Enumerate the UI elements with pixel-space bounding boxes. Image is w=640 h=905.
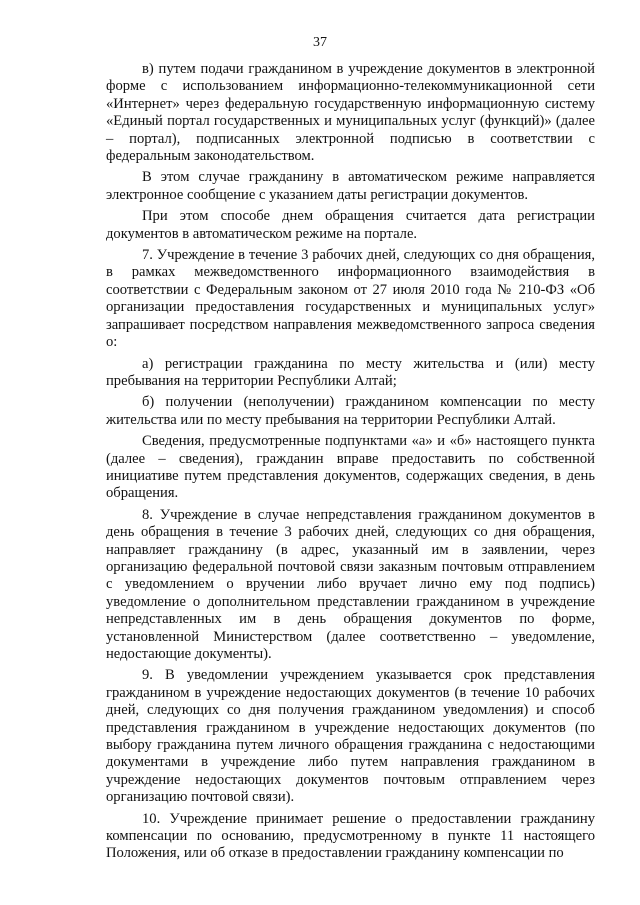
paragraph-subitem-b: б) получении (неполучении) гражданином компенсации по месту жительства или по месту пребывания на территории Республики Алтай. [106,394,595,428]
paragraph-item-7: 7. Учреждение в течение 3 рабочих дней, следующих со дня обращения, в рамках межведомственного информационного взаимодействия в соответствии с Федеральным законом от 27 июля 2010 года № 210-ФЗ «Об организации предоставления государственных и муниципальных услуг» запрашивает посредством направления межведомственного запроса сведения о: [106,247,595,351]
document-body [106,61,595,867]
paragraph-portal-submission: в) путем подачи гражданином в учреждение документов в электронной форме с использованием информационно-телекоммуникационной сети «Интернет» через федеральную государственную информационную систему «Единый портал государственных и муниципальных услуг (функций)» (далее – портал), подписанных электронной подписью в соответствии с федеральным законодательством. [106,61,595,165]
paragraph-application-date: При этом способе днем обращения считается дата регистрации документов в автоматическом режиме на портале. [106,208,595,242]
paragraph-item-8: 8. Учреждение в случае непредставления гражданином документов в день обращения в течение 3 рабочих дней, следующих со дня обращения, направляет гражданину (в адрес, указанный им в заявлении, через организацию федеральной почтовой связи заказным почтовым отправлением с уведомлением о вручении либо вручает лично ему под подпись) уведомление о дополнительном представлении гражданином в учреждение непредставленных им в день обращения документов по форме, установленной Министерством (далее соответственно – уведомление, недостающие документы). [106,506,595,662]
paragraph-electronic-notice: В этом случае гражданину в автоматическом режиме направляется электронное сообщение с указанием даты регистрации документов. [106,169,595,203]
paragraph-item-10: 10. Учреждение принимает решение о предоставлении гражданину компенсации по основанию, предусмотренному в пункте 11 настоящего Положения, или об отказе в предоставлении гражданину компенсации по [106,810,595,862]
page-number: 37 [313,35,327,50]
paragraph-subitem-a: а) регистрации гражданина по месту жительства и (или) месту пребывания на территории Республики Алтай; [106,355,595,389]
paragraph-item-9: 9. В уведомлении учреждением указывается срок представления гражданином в учреждение недостающих документов (в течение 10 рабочих дней, следующих со дня получения гражданином уведомления) и способ представления гражданином в учреждение недостающих документов (по выбору гражданина путем личного обращения гражданина с недостающими документами в учреждение либо путем направления гражданином в учреждение недостающих документов почтовым отправлением через организацию почтовой связи). [106,667,595,806]
paragraph-information: Сведения, предусмотренные подпунктами «а» и «б» настоящего пункта (далее – сведения), гражданин вправе предоставить по собственной инициативе путем представления документов, содержащих сведения, в день обращения. [106,433,595,502]
